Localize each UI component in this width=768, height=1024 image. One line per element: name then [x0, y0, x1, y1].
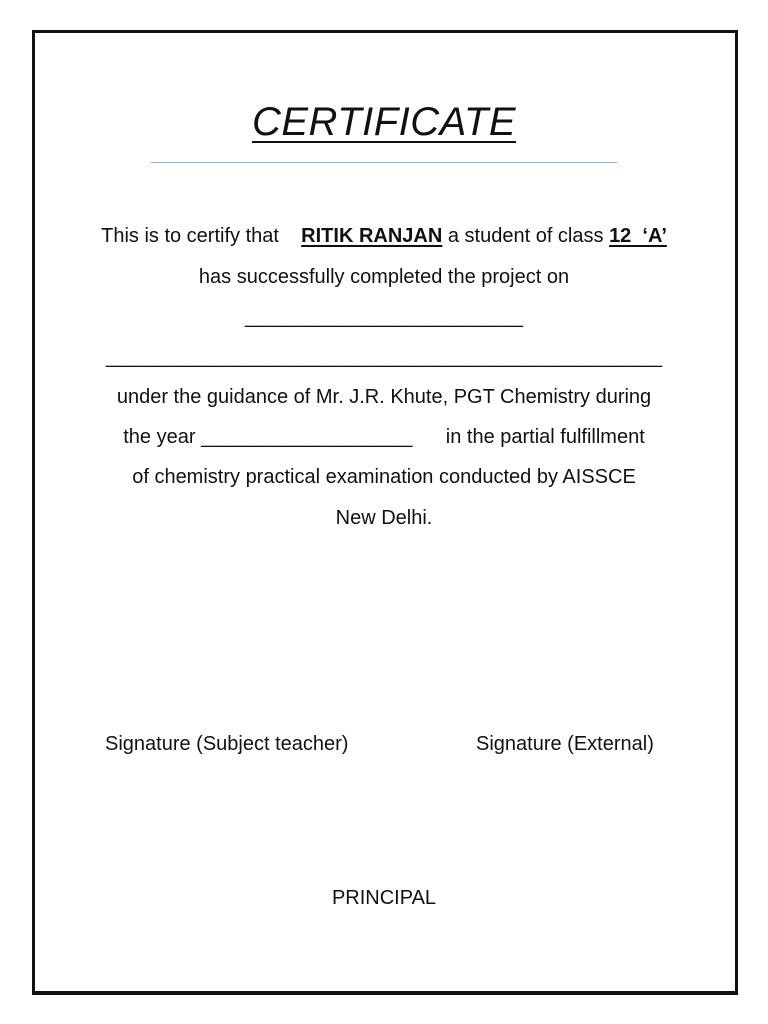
guidance-line: under the guidance of Mr. J.R. Khute, PGT Chemistry during — [116, 386, 652, 408]
external-signature: Signature (External) — [476, 733, 654, 755]
year-lead: the year — [123, 426, 202, 448]
certify-line — [0, 224, 768, 248]
project-blank-long: __________________________________________________ — [105, 346, 663, 368]
certify-middle: a student of class — [442, 225, 610, 247]
subject-teacher-signature: Signature (Subject teacher) — [105, 733, 349, 755]
project-blank-short: _________________________ — [244, 306, 524, 328]
student-name: RITIK RANJAN — [301, 225, 443, 247]
student-class: 12 ‘A’ — [609, 225, 667, 247]
city-line: New Delhi. — [335, 507, 433, 529]
project-line: has successfully completed the project on — [198, 266, 570, 288]
year-line — [0, 425, 768, 449]
year-blank: ___________________ — [201, 426, 413, 448]
title-divider — [151, 162, 617, 163]
border-bottom-rule — [32, 994, 738, 995]
principal-signature: PRINCIPAL — [331, 887, 437, 909]
year-tail: in the partial fulfillment — [412, 426, 645, 448]
certificate-title: CERTIFICATE — [251, 100, 517, 144]
certify-lead: This is to certify that — [101, 225, 302, 247]
exam-line: of chemistry practical examination conducted by AISSCE — [132, 466, 636, 488]
